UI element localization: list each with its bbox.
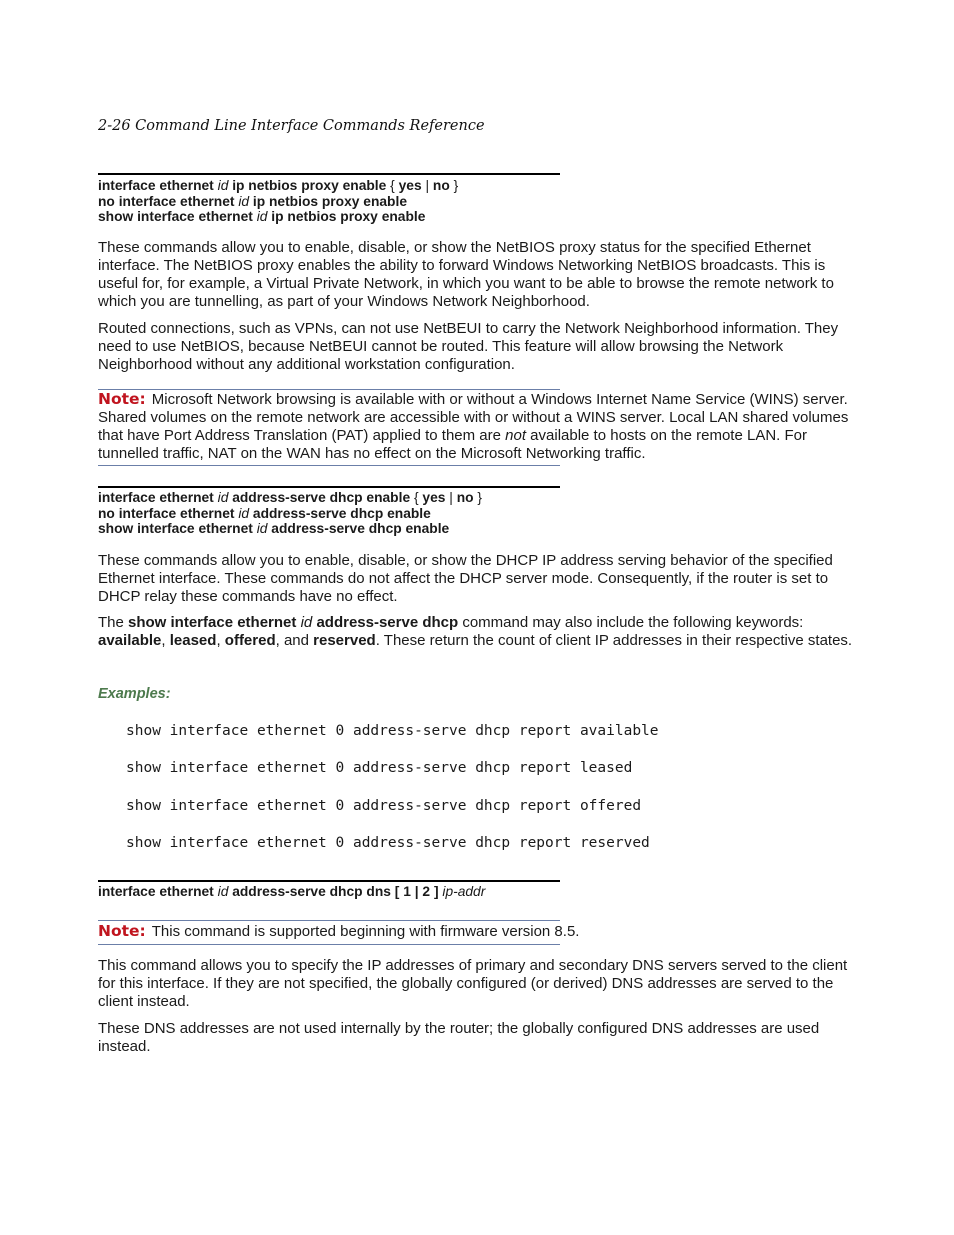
command-line: no interface ethernet id address-serve dhcp enable xyxy=(98,505,431,521)
section-rule xyxy=(98,486,560,488)
note-text: Note: This command is supported beginning with firmware version 8.5. xyxy=(98,922,580,940)
paragraph: Routed connections, such as VPNs, can not use NetBEUI to carry the Network Neighborhood information. They need to use NetBIOS, because NetBEUI cannot be routed. This feature will allow browsing the Network Neighborhood without any additional workstation configuration. xyxy=(98,320,839,373)
note-label: Note: xyxy=(98,922,146,940)
code-example: show interface ethernet 0 address-serve dhcp report leased xyxy=(126,760,633,776)
paragraph: The show interface ethernet id address-serve dhcp command may also include the following keywords: available, leased, offered, and reserved. These return the count of client IP addresses in their respective states. xyxy=(98,614,853,649)
command-line: interface ethernet id ip netbios proxy enable { yes | no } xyxy=(98,178,459,193)
paragraph: These commands allow you to enable, disable, or show the DHCP IP address serving behavior of the specified Ethernet interface. These commands do not affect the DHCP server mode. Consequently, if the router is set to DHCP relay these commands have no effect. xyxy=(98,552,833,605)
paragraph: These commands allow you to enable, disable, or show the NetBIOS proxy status for the specified Ethernet interface. The NetBIOS proxy enables the ability to forward Windows Networking NetBIOS broadcasts. This is useful for, for example, a Virtual Private Network, in which you want to be able to browse the remote network to which you are tunnelling, as part of your Windows Network Neighborhood. xyxy=(98,239,834,310)
paragraph: These DNS addresses are not used internally by the router; the globally configured DNS addresses are used instead. xyxy=(98,1020,820,1055)
command-syntax-dhcp xyxy=(98,490,568,537)
paragraph: This command allows you to specify the IP addresses of primary and secondary DNS servers served to the client for this interface. If they are not specified, the globally configured (or derived) DNS addresses are served to the client instead. xyxy=(98,957,848,1010)
page-header: 2-26 Command Line Interface Commands Reference xyxy=(98,118,485,134)
code-example: show interface ethernet 0 address-serve dhcp report available xyxy=(126,723,659,739)
command-line: show interface ethernet id address-serve dhcp enable xyxy=(98,521,450,536)
code-example: show interface ethernet 0 address-serve dhcp report offered xyxy=(126,798,642,814)
command-line: interface ethernet id address-serve dhcp dns [ 1 | 2 ] ip-addr xyxy=(98,884,486,899)
command-syntax-dns xyxy=(98,884,568,900)
note-rule xyxy=(98,944,560,945)
section-rule xyxy=(98,173,560,175)
code-example: show interface ethernet 0 address-serve dhcp report reserved xyxy=(126,835,650,851)
note-rule xyxy=(98,920,560,921)
command-line: show interface ethernet id ip netbios proxy enable xyxy=(98,209,426,224)
note-rule xyxy=(98,465,560,466)
section-rule xyxy=(98,880,560,882)
note-text: Note: Microsoft Network browsing is available with or without a Windows Internet Name Service (WINS) server. Shared volumes on the remote network are accessible with or without a WINS server. Local LAN shared volumes that have Port Address Translation (PAT) applied to them are not available to hosts on the remote LAN. For tunnelled traffic, NAT on the WAN has no effect on the Microsoft Networking traffic. xyxy=(98,390,849,462)
examples-heading: Examples: xyxy=(98,686,171,702)
command-line: interface ethernet id address-serve dhcp enable { yes | no } xyxy=(98,490,483,505)
note-label: Note: xyxy=(98,390,146,408)
command-line: no interface ethernet id ip netbios proxy enable xyxy=(98,193,407,209)
command-syntax-netbios xyxy=(98,178,568,225)
